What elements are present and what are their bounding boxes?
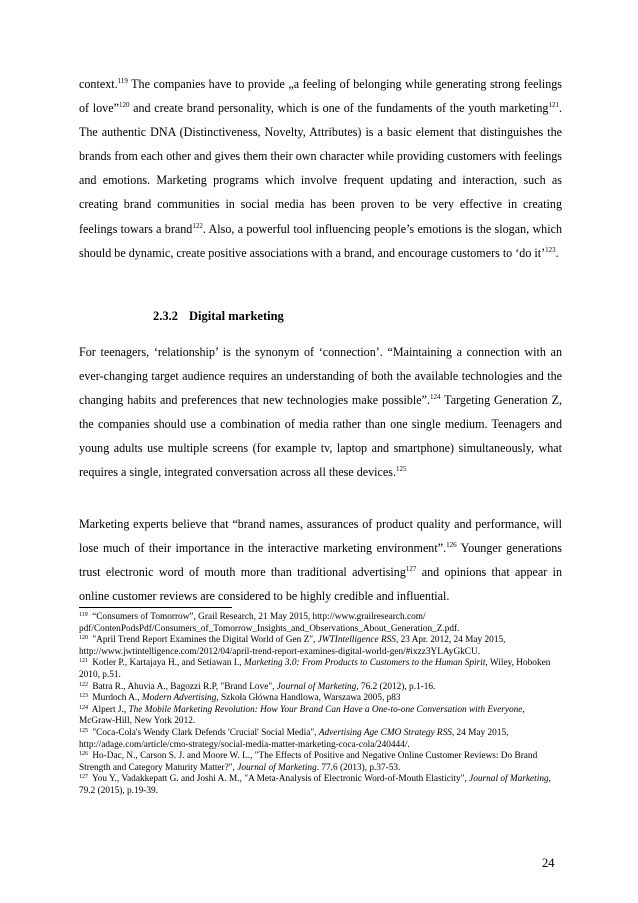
footnote-121 <box>79 658 562 681</box>
footnote-number: 121 <box>79 658 88 665</box>
footnote-separator <box>79 607 232 608</box>
section-title: Digital marketing <box>189 309 284 323</box>
footnote-ref-119[interactable]: 119 <box>117 77 128 85</box>
footnote-ref-121[interactable]: 121 <box>548 101 559 110</box>
footnote-123 <box>79 693 562 705</box>
footnote-text: , Szkoła Główna Handlowa, Warszawa 2005, p83 <box>216 693 401 704</box>
footnote-number: 127 <box>79 774 88 781</box>
text-span: The companies have to provide „a feeling of belonging while generating strong feelings of love” <box>79 77 562 116</box>
footnote-125 <box>79 728 562 751</box>
text-span: Younger generations trust electronic word of mouth more than traditional advertising <box>79 541 562 580</box>
footnote-ref-124[interactable]: 124 <box>430 393 441 402</box>
text-span: . Also, a powerful tool influencing people’s emotions is the slogan, which should be dynamic, create positive associations with a brand, and encourage customers to ‘do it’ <box>79 221 563 260</box>
footnote-ref-120[interactable]: 120 <box>118 101 130 110</box>
paragraph-brand-emotions <box>79 72 562 265</box>
footnote-number: 124 <box>79 704 88 711</box>
footnote-number: 120 <box>79 635 88 642</box>
footnote-ref-125[interactable]: 125 <box>396 465 407 474</box>
paragraph-word-of-mouth <box>79 512 562 608</box>
footnote-number: 125 <box>79 727 88 734</box>
text-span: . <box>555 245 559 260</box>
footnote-source-title: Journal of Marketing, <box>276 681 359 692</box>
text-span: Marketing experts believe that “brand names, assurances of product quality and performance, will lose much of their importance in the interactive marketing environment”. <box>79 517 562 556</box>
footnote-119 <box>79 612 562 635</box>
footnote-127 <box>79 774 562 797</box>
text-span: Targeting Generation Z, the companies should use a combination of media rather than one single medium. Teenagers and young adults use multiple screens (for example tv, laptop and smartphone) simultaneously, what requires a single, integrated conversation across all these devices. <box>79 393 562 480</box>
footnote-text: "Coca-Cola's Wendy Clark Defends 'Crucial' Social Media", <box>90 727 319 738</box>
footnotes-list <box>79 612 562 798</box>
footnote-source-title: Advertising Age CMO Strategy RSS <box>318 727 452 738</box>
footnote-ref-126[interactable]: 126 <box>446 541 457 550</box>
footnote-124 <box>79 705 562 728</box>
page-number: 24 <box>542 856 555 870</box>
footnote-text: Kotler P., Kartajaya H., and Setiawan I., <box>90 658 244 669</box>
footnote-ref-122[interactable]: 122 <box>192 221 203 230</box>
paragraph-digital-marketing <box>79 340 562 485</box>
footnote-source-title: Marketing 3.0: From Products to Customers to the Human Spirit, <box>243 658 488 669</box>
footnote-number: 123 <box>79 693 88 700</box>
footnote-text: Ho-Dac, N., Carson S. J. and Moore W. L., "The Effects of Positive and Negative Online Customer Reviews: Do Brand Strength and Category Maturity Matter?", <box>79 751 538 773</box>
footnote-source-title: Journal of Marketing, <box>469 774 551 785</box>
footnote-source-title: The Mobile Marketing Revolution: How Your Brand Can Have a One-to-one Conversation with Everyone <box>128 704 523 715</box>
footnote-text: . 77.6 (2013), p.37-53. <box>316 762 401 773</box>
footnote-text: Batra R., Ahuvia A., Bagozzi R.P, "Brand Love", <box>90 681 277 692</box>
footnote-text: “Consumers of Tomorrow”, Grail Research, 21 May 2015, http://www.grailresearch.com/ pdf/ContenPodsPdf/Consumers_of_Tomorrow_Insights_and_Observations_About_Generation_Z.pdf. <box>79 612 460 634</box>
footnote-number: 126 <box>79 751 88 758</box>
footnote-text: , 23 Apr. 2012, 24 May 2015, http://www.jwtintelligence.com/2012/04/april-trend-report-examines-digital-world-gen/#ixzz3YLAyGkCU. <box>79 635 506 657</box>
footnote-text: , 24 May 2015, http://adage.com/article/cmo-strategy/social-media-matter-marketing-coca-cola/240444/. <box>79 727 509 750</box>
text-span: and create brand personality, which is one of the fundaments of the youth marketing <box>129 101 549 116</box>
footnote-source-title: Journal of Marketing <box>237 762 317 773</box>
text-span: For teenagers, ‘relationship’ is the synonym of ‘connection’. “Maintaining a connection with an ever-changing target audience requires an understanding of both the available technologies and the changing habits and preferences that new technologies make possible”. <box>79 345 562 408</box>
footnote-text: , McGraw-Hill, New York 2012. <box>79 704 525 727</box>
footnote-number: 122 <box>79 681 88 688</box>
footnote-source-title: JWTIntelligence RSS <box>317 635 396 646</box>
footnote-text: Alpert J., <box>90 704 129 715</box>
footnote-text: 79.2 (2015), p.19-39. <box>79 785 159 796</box>
text-span: and opinions that appear in online customer reviews are considered to be highly credible and influential. <box>79 565 563 604</box>
footnote-text: 76.2 (2012), p.1-16. <box>358 681 436 692</box>
footnote-ref-127[interactable]: 127 <box>405 565 417 574</box>
footnote-122 <box>79 682 562 694</box>
footnote-text: Murdoch A., <box>90 693 142 704</box>
text-span: . The authentic DNA (Distinctiveness, Novelty, Attributes) is a basic element that distinguishes the brands from each other and gives them their own character while providing customers with feelings and emotions. Marketing programs which involve frequent updating and interaction, such as creating brand communities in social media has been proven to be very effective in creating feelings towars a brand <box>79 101 562 236</box>
footnote-source-title: Modern Advertising <box>141 693 217 704</box>
footnote-text: You Y., Vadakkepatt G. and Joshi A. M., "A Meta-Analysis of Electronic Word-of-Mouth Elasticity", <box>90 774 470 785</box>
footnote-text: "April Trend Report Examines the Digital World of Gen Z", <box>90 635 318 646</box>
text-span: context. <box>79 77 118 91</box>
footnote-ref-123[interactable]: 123 <box>545 245 556 254</box>
footnote-120 <box>79 635 562 658</box>
section-number: 2.3.2 <box>153 309 178 323</box>
section-heading <box>153 309 295 324</box>
footnote-text: Wiley, Hoboken 2010, p.51. <box>79 658 551 680</box>
footnote-number: 119 <box>79 612 88 618</box>
footnote-126 <box>79 751 562 774</box>
